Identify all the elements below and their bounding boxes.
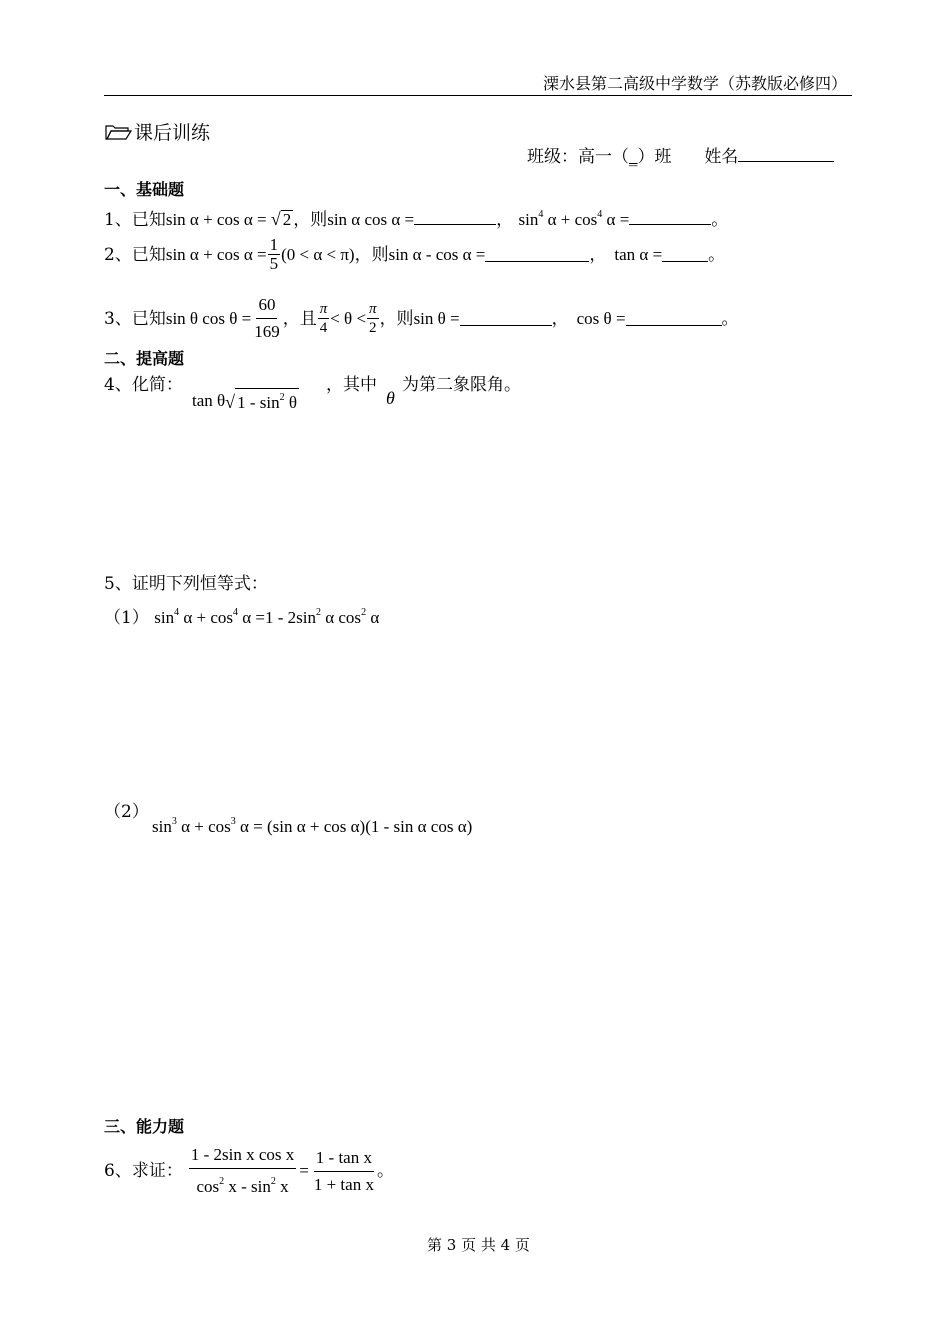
q4-tail: 为第二象限角。 [402,375,521,395]
name-label: 姓名 [704,147,739,167]
q2-condition: (0 < α < π) [281,244,355,264]
section-ability-heading: 三、能力题 [104,1117,185,1136]
q1-lhs: sin α + cos α = [165,210,271,229]
section-title: 课后训练 [134,122,211,144]
class-suffix: ）班 [637,147,672,167]
q5-label: 5、证明下列恒等式： [104,574,268,594]
section-basic-heading: 一、基础题 [104,180,185,199]
q6-right-fraction: $\frac{\text{1 - tan x}}{\text{1 + tan x}}$ [312,1145,376,1198]
q2-sep: ， [589,244,607,265]
header-title: 溧水县第二高级中学数学（苏教版必修四） [543,74,848,93]
q6-equals: = [299,1161,309,1180]
q4-where: ，其中 [326,375,377,395]
q4-label: 4、化简： [104,375,183,395]
q3-inequality: < θ < [330,308,367,328]
q2-end: 。 [708,244,726,265]
q1-number: 1、已知 [104,210,166,230]
q1-then: ，则 [293,210,328,230]
class-label: 班级：高一（ [527,147,629,167]
q3-blank-2 [626,311,722,326]
question-1 [104,205,728,230]
q4-theta: θ [386,388,395,408]
header-rule [104,95,852,96]
q3-blank-1 [460,311,552,326]
q5-part1-expr: $\sin^4 \alpha + \cos^4 \alpha =1 - 2\sin^2$ α $\cos^2 \alpha$ [154,607,380,627]
q3-lhs: sin θ cos θ = [165,308,252,328]
q2-number: 2、已知 [104,244,166,265]
q3-end: 。 [721,308,739,329]
q1-blank-2 [629,210,711,225]
q1-sqrt-arg: 2 [282,210,292,229]
q3-fraction: $\frac{60}{169}$ [252,292,282,345]
q3-number: 3、已知 [104,308,166,329]
q1-end: 。 [711,210,729,230]
q6-end: 。 [376,1161,394,1181]
q2-then: ，则 [354,244,389,265]
section-heading [104,118,210,145]
q2-expr2: tan α = [614,244,663,264]
q3-expr1: sin θ = [413,308,460,328]
question-3 [104,292,739,345]
q1-sqrt: √ 2 [270,209,292,229]
q2-expr1: sin α - cos α = [388,244,486,264]
question-2 [104,236,725,273]
q6-left-fraction: $\frac{\text{1 - 2sin x cos x}}{\cos^2 x - \sin^2 x}$ [189,1142,296,1200]
q1-expr1: sin α cos α = [327,210,415,229]
folder-icon [104,123,132,141]
q2-blank-1 [485,247,589,262]
q5-part1-label: （1） [104,608,149,628]
question-6 [104,1142,394,1200]
q1-expr2: $\sin^4 \alpha + \cos^4 \alpha$ = [518,209,630,229]
q5-part1 [104,603,379,628]
class-blank: _ [629,147,638,167]
q2-blank-2 [662,247,708,262]
q6-label: 6、求证： [104,1161,183,1181]
q4-expression: tan θ √ $1 - \sin^2 \theta$ [192,388,299,411]
q1-blank-1 [414,210,496,225]
q3-pi-over-4: $\frac{\pi}{4}$ [319,301,328,336]
class-name-line [527,147,834,167]
section-advanced-heading: 二、提高题 [104,349,185,368]
q3-expr2: cos θ = [576,308,626,328]
q5-part2-expr: $\sin^3 \alpha + \cos^3 \alpha = (\sin$ α + cos α)(1 - sin α cos α) [152,816,473,836]
page-footer: 第 3 页 共 4 页 [427,1236,530,1254]
q2-lhs: sin α + cos α = [165,244,267,264]
q3-then: ，则 [379,308,414,329]
q5-part2-label: （2） [104,802,149,822]
name-blank [738,147,834,162]
q3-and: ，且 [282,308,317,329]
q3-pi-over-2: $\frac{\pi}{2}$ [369,301,377,336]
q1-sep: ， [496,210,514,230]
q3-sep: ， [551,308,569,329]
q2-fraction: $\frac{1}{5}$ [269,235,279,273]
